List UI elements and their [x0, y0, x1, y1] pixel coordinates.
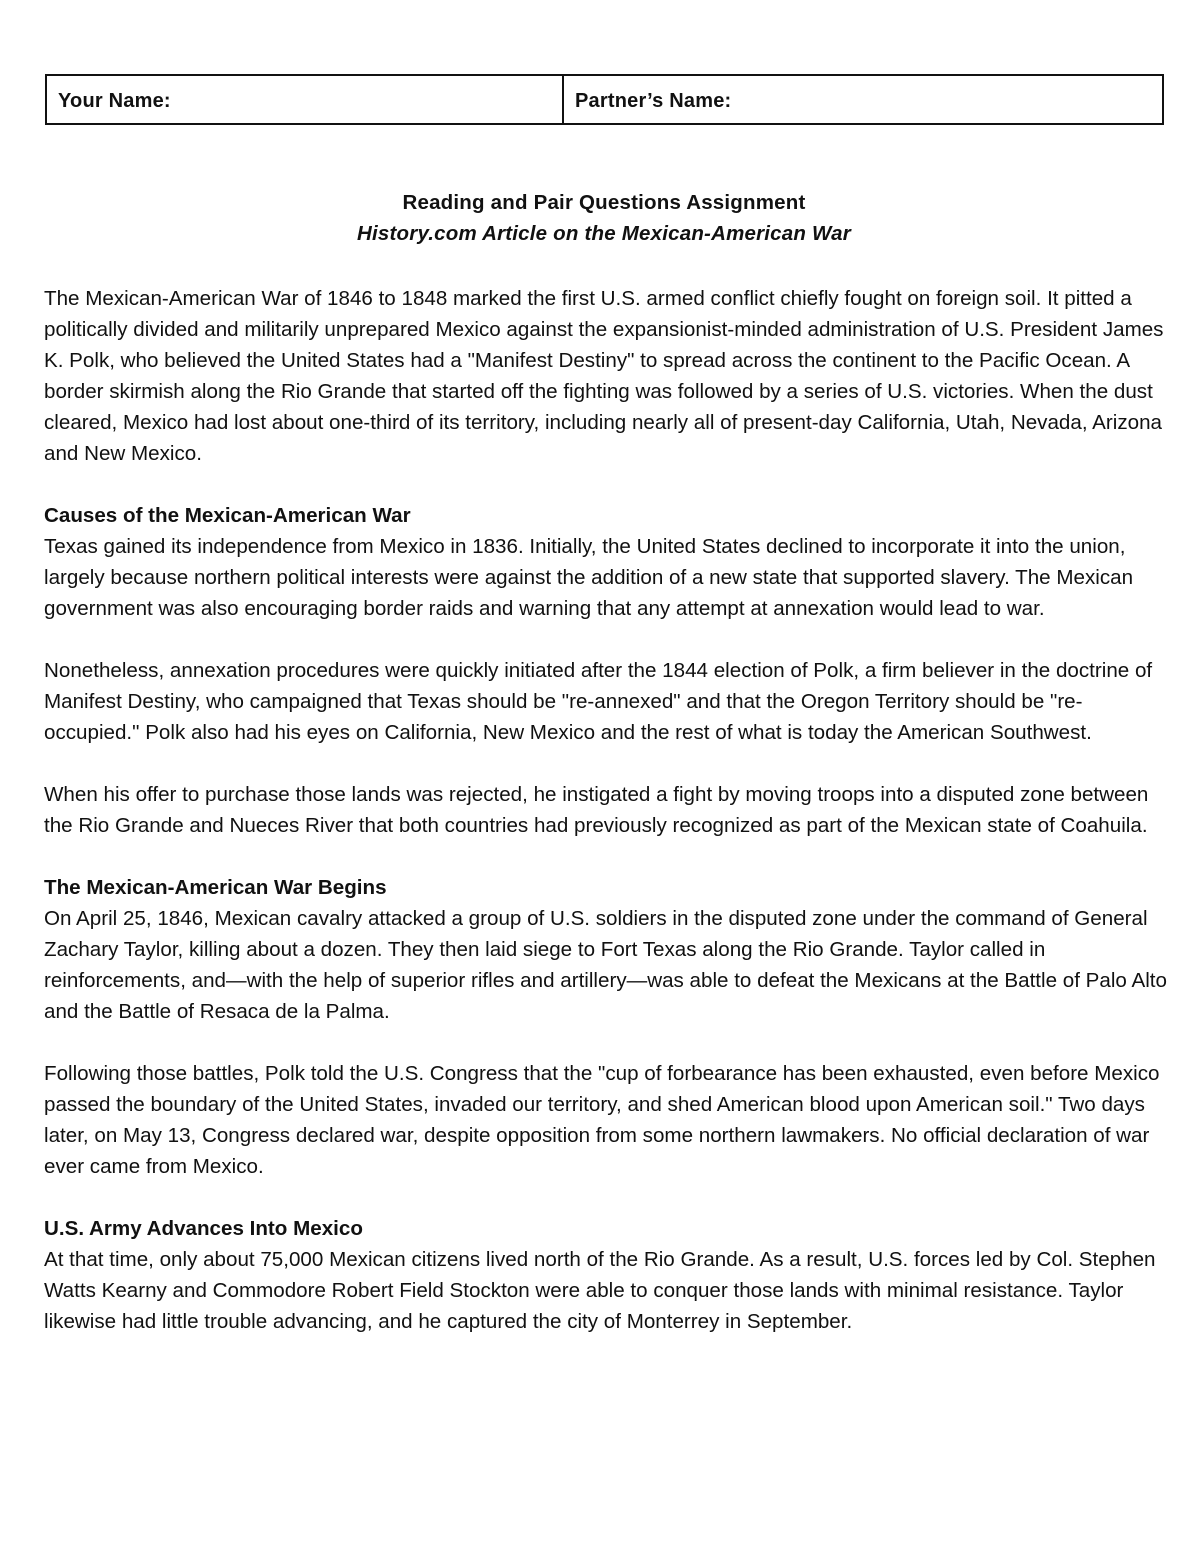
- document-subtitle: History.com Article on the Mexican-American War: [357, 222, 851, 245]
- your-name-cell[interactable]: [47, 76, 564, 123]
- section-paragraph: When his offer to purchase those lands was rejected, he instigated a fight by moving troops into a disputed zone between the Rio Grande and Nueces River that both countries had previously recognized as part of the Mexican state of Coahuila.: [44, 783, 1149, 837]
- partner-name-label: Partner’s Name:: [575, 90, 732, 112]
- section-causes: [44, 500, 1174, 841]
- section-paragraph: Texas gained its independence from Mexico in 1836. Initially, the United States declined to incorporate it into the union, largely because northern political interests were against the addition of a new state that supported slavery. The Mexican government was also encouraging border raids and warning that any attempt at annexation would lead to war.: [44, 535, 1134, 620]
- section-paragraph: At that time, only about 75,000 Mexican citizens lived north of the Rio Grande. As a result, U.S. forces led by Col. Stephen Watts Kearny and Commodore Robert Field Stockton were able to conquer those lands with minimal resistance. Taylor likewise had little trouble advancing, and he captured the city of Monterrey in September.: [44, 1248, 1156, 1333]
- partner-name-cell[interactable]: [564, 76, 1162, 123]
- section-army-advances: [44, 1213, 1174, 1337]
- document-title: Reading and Pair Questions Assignment: [402, 191, 806, 214]
- section-heading: Causes of the Mexican-American War: [44, 504, 411, 527]
- section-heading: The Mexican-American War Begins: [44, 876, 387, 899]
- your-name-label: Your Name:: [58, 90, 171, 112]
- section-war-begins: [44, 872, 1174, 1182]
- section-heading: U.S. Army Advances Into Mexico: [44, 1217, 363, 1240]
- article-body: [44, 283, 1174, 1368]
- name-table: [45, 74, 1164, 125]
- section-paragraph: Following those battles, Polk told the U.S. Congress that the "cup of forbearance has been exhausted, even before Mexico passed the boundary of the United States, invaded our territory, and shed American blood upon American soil." Two days later, on May 13, Congress declared war, despite opposition from some northern lawmakers. No official declaration of war ever came from Mexico.: [44, 1062, 1160, 1178]
- section-paragraph: Nonetheless, annexation procedures were quickly initiated after the 1844 election of Polk, a firm believer in the doctrine of Manifest Destiny, who campaigned that Texas should be "re-annexed" and that the Oregon Territory should be "re-occupied." Polk also had his eyes on California, New Mexico and the rest of what is today the American Southwest.: [44, 659, 1153, 744]
- section-paragraph: On April 25, 1846, Mexican cavalry attacked a group of U.S. soldiers in the disputed zone under the command of General Zachary Taylor, killing about a dozen. They then laid siege to Fort Texas along the Rio Grande. Taylor called in reinforcements, and—with the help of superior rifles and artillery—was able to defeat the Mexicans at the Battle of Palo Alto and the Battle of Resaca de la Palma.: [44, 907, 1167, 1023]
- intro-paragraph: The Mexican-American War of 1846 to 1848 marked the first U.S. armed conflict chiefly fought on foreign soil. It pitted a politically divided and militarily unprepared Mexico against the expansionist-minded administration of U.S. President James K. Polk, who believed the United States had a "Manifest Destiny" to spread across the continent to the Pacific Ocean. A border skirmish along the Rio Grande that started off the fighting was followed by a series of U.S. victories. When the dust cleared, Mexico had lost about one-third of its territory, including nearly all of present-day California, Utah, Nevada, Arizona and New Mexico.: [44, 287, 1164, 465]
